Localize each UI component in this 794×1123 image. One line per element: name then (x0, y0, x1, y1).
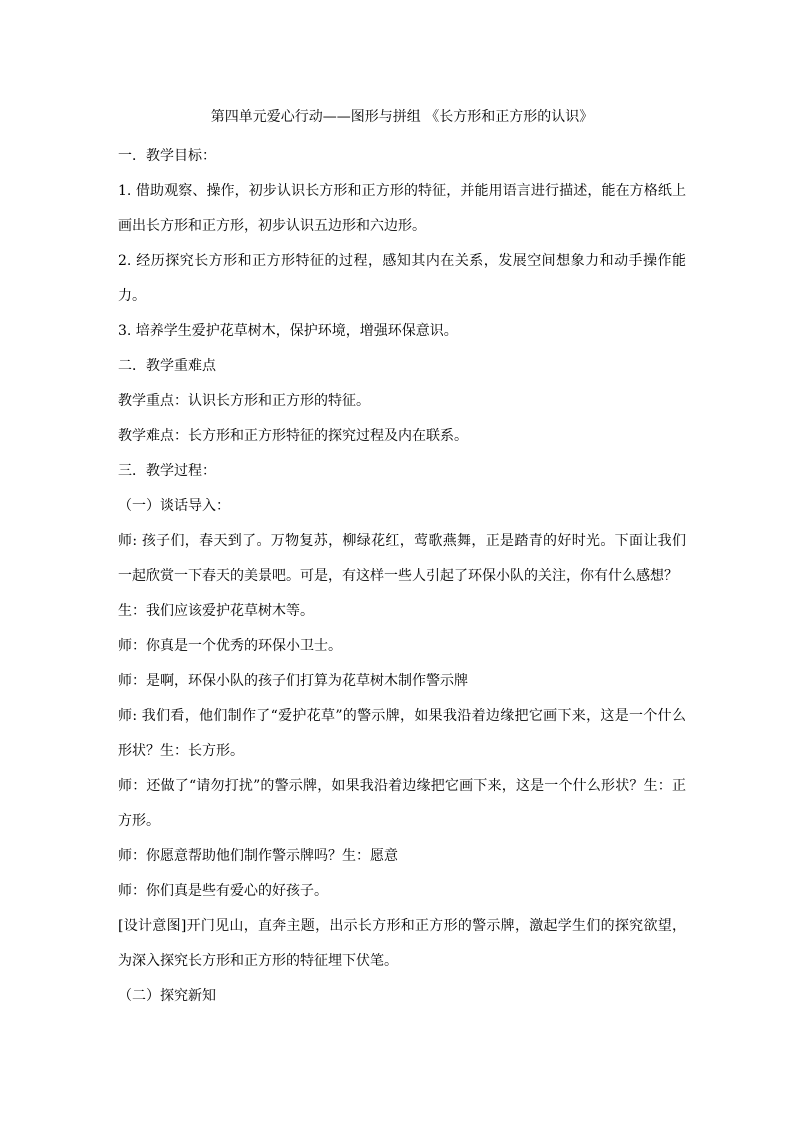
subsection-explore: （二）探究新知 (118, 988, 216, 1004)
dialogue-line: 师：还做了“请勿打扰”的警示牌，如果我沿着边缘把它画下来，这是一个什么形状？生：正方形。 (118, 778, 686, 829)
objective-2: 2. 经历探究长方形和正方形特征的过程，感知其内在关系，发展空间想象力和动手操作能力。 (118, 253, 686, 304)
section-heading-key-points: 二．教学重难点 (118, 358, 216, 374)
document-body (118, 106, 686, 1014)
dialogue-line: 生：我们应该爱护花草树木等。 (118, 603, 314, 619)
design-intent-note: [设计意图]开门见山，直奔主题，出示长方形和正方形的警示牌，激起学生们的探究欲望，为深入探究长方形和正方形的特征埋下伏笔。 (118, 918, 686, 969)
dialogue-line: 师: 我们看，他们制作了“爱护花草”的警示牌，如果我沿着边缘把它画下来，这是一个什么形状？生：长方形。 (118, 708, 686, 759)
section-heading-objectives: 一．教学目标： (118, 148, 216, 164)
key-point: 教学重点：认识长方形和正方形的特征。 (118, 393, 370, 409)
objective-1: 1. 借助观察、操作，初步认识长方形和正方形的特征，并能用语言进行描述，能在方格纸上画出长方形和正方形，初步认识五边形和六边形。 (118, 183, 686, 234)
dialogue-line: 师: 孩子们，春天到了。万物复苏，柳绿花红，莺歌燕舞，正是踏青的好时光。下面让我们一起欣赏一下春天的美景吧。可是，有这样一些人引起了环保小队的关注，你有什么感想？ (118, 533, 686, 584)
dialogue-line: 师：你愿意帮助他们制作警示牌吗？生：愿意 (118, 848, 398, 864)
dialogue-line: 师：你们真是些有爱心的好孩子。 (118, 883, 328, 899)
objective-3: 3. 培养学生爱护花草树木，保护环境，增强环保意识。 (118, 323, 458, 339)
dialogue-line: 师：是啊，环保小队的孩子们打算为花草树木制作警示牌 (118, 673, 468, 689)
section-heading-process: 三．教学过程： (118, 463, 216, 479)
difficult-point: 教学难点：长方形和正方形特征的探究过程及内在联系。 (118, 428, 468, 444)
subsection-introduction: （一）谈话导入： (118, 498, 230, 514)
document-title: 第四单元爱心行动——图形与拼组 《长方形和正方形的认识》 (210, 109, 594, 125)
dialogue-line: 师：你真是一个优秀的环保小卫士。 (118, 638, 342, 654)
